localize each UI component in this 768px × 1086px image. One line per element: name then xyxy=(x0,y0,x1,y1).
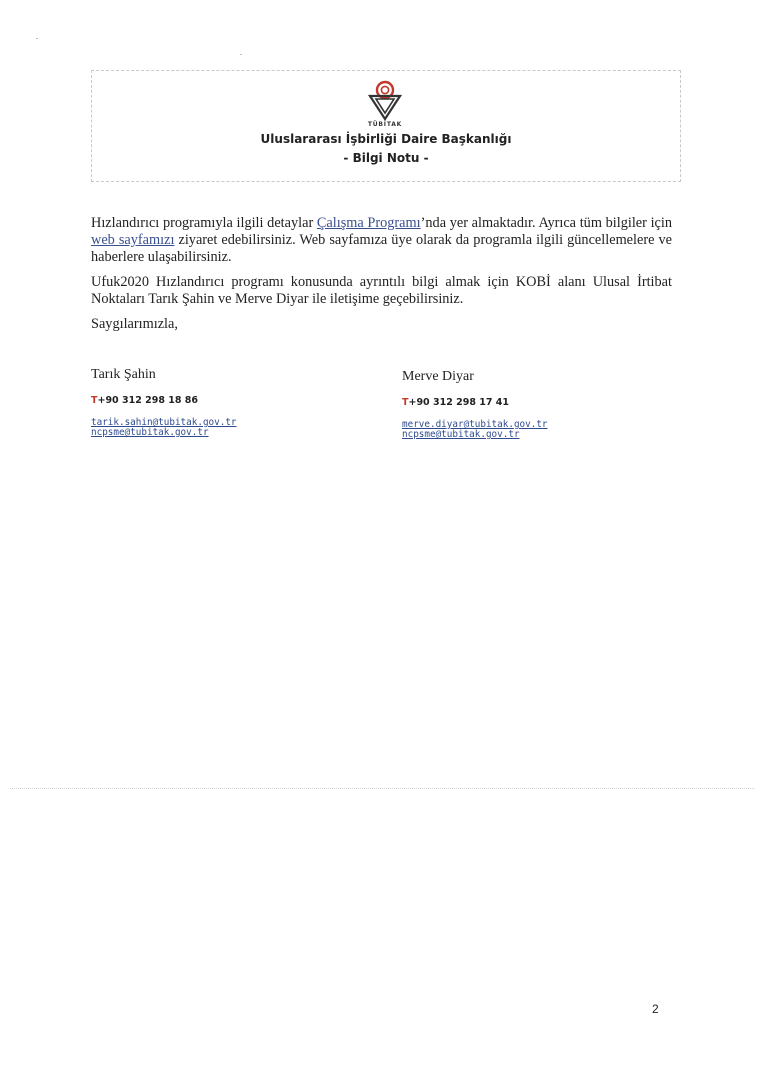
contact-name: Tarık Şahin xyxy=(91,367,156,382)
paragraph-text: ziyaret edebilirsiniz. Web sayfamıza üye olarak da programla ilgili güncellemelere ve haberlere ulaşabilirsiniz. xyxy=(91,232,672,265)
paragraph-program-details xyxy=(91,215,672,266)
contact-phone xyxy=(402,397,548,408)
contact-phone xyxy=(91,395,237,406)
tubitak-logo-icon xyxy=(368,79,402,121)
scan-speck xyxy=(36,38,38,39)
scan-speck xyxy=(240,54,242,55)
phone-prefix: T xyxy=(91,395,98,406)
paragraph-text: Hızlandırıcı programıyla ilgili detaylar xyxy=(91,215,317,231)
contact-email-link[interactable]: tarik.sahin@tubitak.gov.tr xyxy=(91,417,237,428)
contact-block-merve-diyar xyxy=(402,369,548,440)
ncp-email-link[interactable]: ncpsme@tubitak.gov.tr xyxy=(91,427,209,438)
logo-text: TÜBİTAK xyxy=(367,121,403,128)
closing-salutation: Saygılarımızla, xyxy=(91,316,178,332)
contact-name: Merve Diyar xyxy=(402,369,474,384)
page-number: 2 xyxy=(652,1002,659,1016)
work-programme-link[interactable]: Çalışma Programı xyxy=(316,215,421,231)
page-divider xyxy=(10,788,755,789)
phone-number: +90 312 298 17 41 xyxy=(408,397,509,408)
document-subtitle: - Bilgi Notu - xyxy=(343,151,429,165)
paragraph-contact-info: Ufuk2020 Hızlandırıcı programı konusunda ayrıntılı bilgi almak için KOBİ alanı Ulusal İrtibat Noktaları Tarık Şahin ve Merve Diyar ile iletişime geçebilirsiniz. xyxy=(91,274,672,307)
contact-email-link[interactable]: merve.diyar@tubitak.gov.tr xyxy=(402,419,548,430)
department-title: Uluslararası İşbirliği Daire Başkanlığı xyxy=(260,132,512,146)
phone-prefix: T xyxy=(402,397,409,408)
contact-block-tarik-sahin xyxy=(91,367,237,438)
web-page-link[interactable]: web sayfamızı xyxy=(91,232,175,248)
phone-number: +90 312 298 18 86 xyxy=(97,395,198,406)
ncp-email-link[interactable]: ncpsme@tubitak.gov.tr xyxy=(402,429,520,440)
paragraph-text: ’nda yer almaktadır. Ayrıca tüm bilgiler için xyxy=(420,215,673,231)
